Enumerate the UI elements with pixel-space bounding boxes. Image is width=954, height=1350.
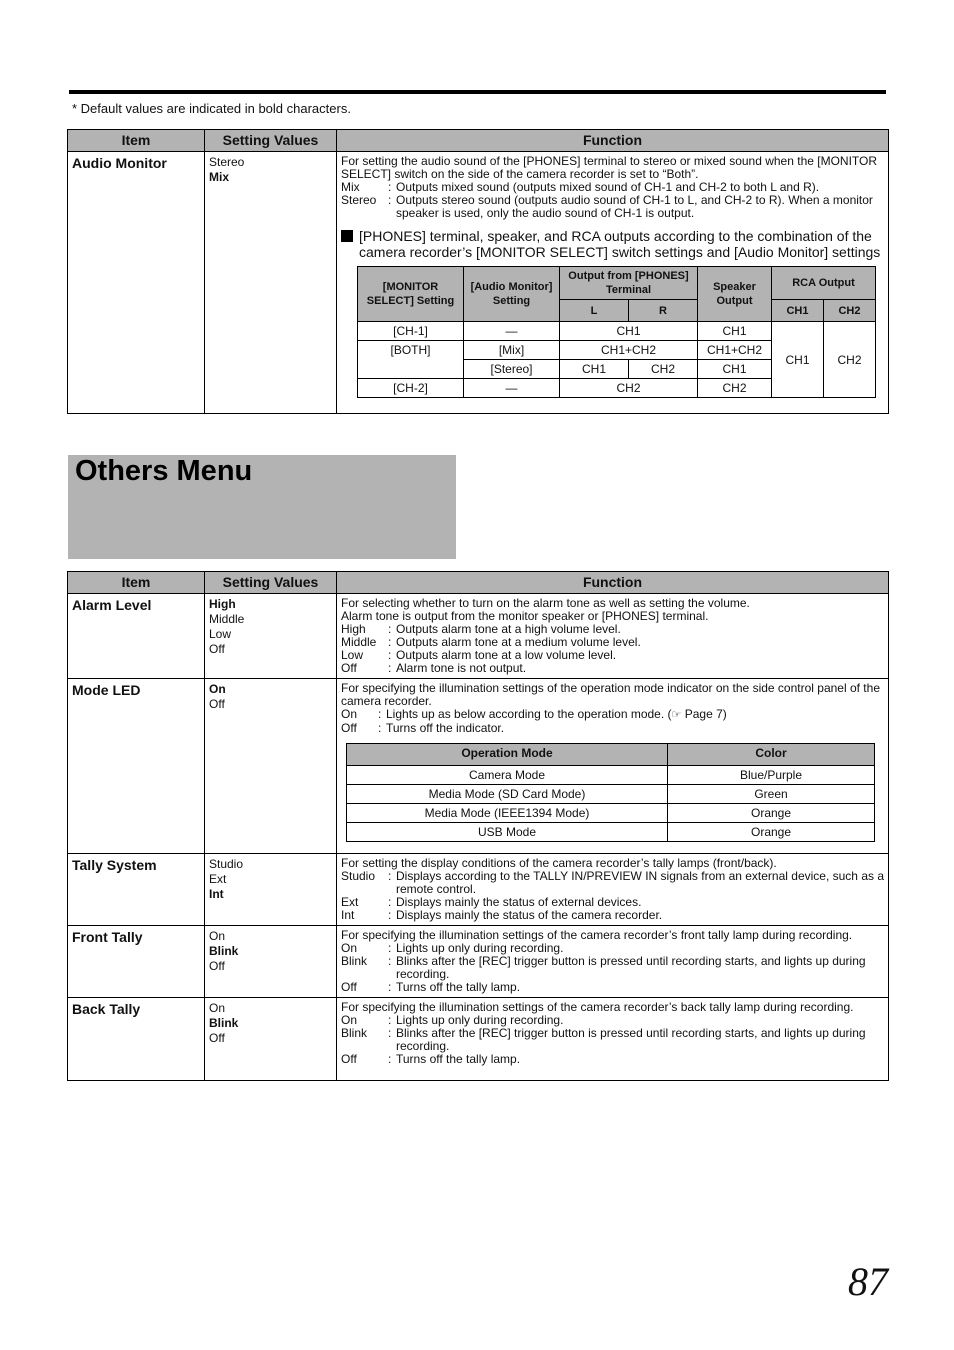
value-off: Off: [209, 642, 225, 656]
value-mix: Mix: [209, 170, 230, 184]
back-values: [205, 998, 337, 1081]
table-cell: Orange: [668, 823, 875, 842]
tally-key: Ext: [341, 895, 359, 909]
square-bullet-icon: [341, 230, 353, 242]
tally-values: [205, 854, 337, 926]
front-key: Blink: [341, 954, 368, 968]
tally-function: For setting the display conditions of the camera recorder’s tally lamps (front/back). Studio : Displays according to the TALLY IN/PREVIEW IN signals from an external device, such as a remote control. Ext : Displays mainly the status of external devices. Int : Displays mainly the status of the camera recorder.: [337, 854, 889, 926]
item-audio-monitor: Audio Monitor: [68, 152, 205, 414]
tally-desc: Displays mainly the status of the camera recorder.: [396, 908, 663, 922]
front-desc: Turns off the tally lamp.: [396, 980, 521, 994]
h-ch1: CH1: [772, 300, 824, 322]
audio-intro: For setting the audio sound of the [PHONES] terminal to stereo or mixed sound when the [MONITOR SELECT] switch on the side of the camera recorder is set to “Both”.: [341, 154, 878, 181]
led-function: For specifying the illumination settings of the operation mode indicator on the side control panel of the camera recorder. On : Lights up as below according to the operation mode. (☞ Page 7) Off : Turns off the indicator. Operation Mode Color Camera Mode Blue/Purple Media Mode (SD Card Mode) Green Media Mode (IEEE1394 Mode) Orange USB Mode Orange: [337, 679, 889, 854]
header-function: Function: [337, 572, 889, 594]
h-r: R: [629, 300, 698, 322]
h-monitor-select: [MONITOR SELECT] Setting: [358, 267, 464, 322]
item-front-tally: Front Tally: [68, 926, 205, 998]
front-key: On: [341, 941, 358, 955]
table-cell: —: [464, 322, 560, 341]
table-cell: USB Mode: [347, 823, 668, 842]
header-function: Function: [337, 130, 889, 152]
page-number: 87: [848, 1259, 888, 1304]
back-key: Off: [341, 1052, 357, 1066]
tally-desc: Displays mainly the status of external devices.: [396, 895, 642, 909]
mix-desc: Outputs mixed sound (outputs mixed sound of CH-1 and CH-2 to both L and R).: [396, 180, 820, 194]
table-cell: [CH-2]: [358, 379, 464, 398]
page-reference-icon: ☞: [671, 709, 682, 721]
alarm-key: Middle: [341, 635, 377, 649]
back-desc: Turns off the tally lamp.: [396, 1052, 521, 1066]
header-setting: Setting Values: [205, 130, 337, 152]
default-note: * Default values are indicated in bold characters.: [72, 101, 351, 116]
led-values: [205, 679, 337, 854]
table-cell: CH1: [560, 322, 698, 341]
table-cell: CH2: [560, 379, 698, 398]
front-desc: Blinks after the [REC] trigger button is pressed until recording starts, and lights up during recording.: [396, 954, 866, 981]
table-cell: —: [464, 379, 560, 398]
top-rule: [69, 90, 886, 94]
front-values: [205, 926, 337, 998]
alarm-desc: Outputs alarm tone at a high volume level.: [396, 622, 621, 636]
outputs-heading: [PHONES] terminal, speaker, and RCA outputs according to the combination of the camera recorder’s [MONITOR SELECT] switch settings and [Audio Monitor] settings: [359, 228, 881, 260]
value-low: Low: [209, 627, 232, 641]
back-key: On: [341, 1013, 358, 1027]
item-back-tally: Back Tally: [68, 998, 205, 1081]
back-key: Blink: [341, 1026, 368, 1040]
value-on: On: [209, 682, 226, 696]
stereo-desc: Outputs stereo sound (outputs audio sound of CH-1 to L, and CH-2 to R). When a monitor speaker is used, only the audio sound of CH-1 is output.: [396, 193, 873, 220]
h-phones-output: Output from [PHONES] Terminal: [560, 267, 698, 300]
front-intro: For specifying the illumination settings of the camera recorder’s front tally lamp during recording.: [341, 928, 853, 942]
table-cell: CH1: [698, 322, 772, 341]
table-cell: CH1+CH2: [560, 341, 698, 360]
value-middle: Middle: [209, 612, 245, 626]
alarm-intro: For selecting whether to turn on the alarm tone as well as setting the volume.: [341, 596, 750, 610]
table-cell: [CH-1]: [358, 322, 464, 341]
table-cell: [BOTH]: [358, 341, 464, 379]
value-int: Int: [209, 887, 224, 901]
output-combination-table: [357, 266, 876, 398]
audio-function: For setting the audio sound of the [PHONES] terminal to stereo or mixed sound when the [MONITOR SELECT] switch on the side of the camera recorder is set to “Both”. Mix : Outputs mixed sound (outputs mixed sound of CH-1 and CH-2 to both L and R). Stereo : Outputs stereo sound (outputs audio sound of CH-1 to L, and CH-2 to R). When a monitor speaker is used, only the audio sound of CH-1 is output. [PHONES] terminal, speaker, and RCA outputs according to the combination of the camera recorder’s [MONITOR SELECT] switch settings and [Audio Monitor] settings [MONITOR SELECT] Setting [Audio Monitor] Setting Output from [PHONES] Terminal Speaker Output RCA Output L R CH1 CH2 [CH-1] — CH1 CH1 CH1 CH2 [BOTH] [Mix] CH1+CH2 CH1+CH2 [Stereo] CH1 CH2 CH1 [CH-2] — CH2 CH2: [337, 152, 889, 414]
back-desc: Blinks after the [REC] trigger button is pressed until recording starts, and lights up during recording.: [396, 1026, 866, 1053]
item-alarm-level: Alarm Level: [68, 594, 205, 679]
table-cell: CH2: [824, 322, 876, 398]
table-cell: CH2: [698, 379, 772, 398]
table-cell: CH1: [772, 322, 824, 398]
value-on: On: [209, 1001, 226, 1015]
item-tally-system: Tally System: [68, 854, 205, 926]
value-blink: Blink: [209, 1016, 239, 1030]
mix-key: Mix: [341, 180, 360, 194]
value-off: Off: [209, 1031, 225, 1045]
table-cell: CH1+CH2: [698, 341, 772, 360]
tally-desc: Displays according to the TALLY IN/PREVIEW IN signals from an external device, such as a remote control.: [396, 869, 884, 896]
table-cell: CH1: [560, 360, 629, 379]
alarm-desc: Outputs alarm tone at a medium volume level.: [396, 635, 641, 649]
alarm-intro-2: Alarm tone is output from the monitor speaker or [PHONES] terminal.: [341, 609, 709, 623]
table-cell: [Stereo]: [464, 360, 560, 379]
value-ext: Ext: [209, 872, 227, 886]
h-speaker-output: Speaker Output: [698, 267, 772, 322]
front-key: Off: [341, 980, 357, 994]
back-desc: Lights up only during recording.: [396, 1013, 564, 1027]
tally-key: Studio: [341, 869, 376, 883]
tally-key: Int: [341, 908, 355, 922]
value-studio: Studio: [209, 857, 244, 871]
section-title: Others Menu: [75, 455, 253, 487]
led-intro: For specifying the illumination settings of the operation mode indicator on the side control panel of the camera recorder.: [341, 681, 880, 708]
others-menu-table: [67, 571, 889, 1081]
alarm-values: [205, 594, 337, 679]
alarm-key: Off: [341, 661, 357, 675]
header-item: Item: [68, 130, 205, 152]
table-cell: [Mix]: [464, 341, 560, 360]
table-cell: Media Mode (SD Card Mode): [347, 785, 668, 804]
table-cell: Blue/Purple: [668, 766, 875, 785]
front-desc: Lights up only during recording.: [396, 941, 564, 955]
h-color: Color: [668, 744, 875, 766]
section-banner: [68, 455, 456, 559]
led-off-desc: Turns off the indicator.: [386, 721, 505, 735]
h-operation-mode: Operation Mode: [347, 744, 668, 766]
value-stereo: Stereo: [209, 155, 245, 169]
alarm-desc: Alarm tone is not output.: [396, 661, 527, 675]
page-reference: Page 7): [684, 707, 727, 721]
header-item: Item: [68, 572, 205, 594]
table-cell: Green: [668, 785, 875, 804]
back-function: For specifying the illumination settings of the camera recorder’s back tally lamp during recording. On : Lights up only during recording. Blink : Blinks after the [REC] trigger button is pressed until recording starts, and lights up during recording. Off : Turns off the tally lamp.: [337, 998, 889, 1081]
table-cell: Camera Mode: [347, 766, 668, 785]
h-audio-monitor: [Audio Monitor] Setting: [464, 267, 560, 322]
audio-settings-table: [67, 129, 889, 414]
item-mode-led: Mode LED: [68, 679, 205, 854]
alarm-desc: Outputs alarm tone at a low volume level.: [396, 648, 617, 662]
alarm-function: For selecting whether to turn on the alarm tone as well as setting the volume. Alarm tone is output from the monitor speaker or [PHONES] terminal. High : Outputs alarm tone at a high volume level. Middle : Outputs alarm tone at a medium volume level. Low : Outputs alarm tone at a low volume level. Off : Alarm tone is not output.: [337, 594, 889, 679]
audio-values: [205, 152, 337, 414]
table-cell: Orange: [668, 804, 875, 823]
value-blink: Blink: [209, 944, 239, 958]
tally-intro: For setting the display conditions of the camera recorder’s tally lamps (front/back).: [341, 856, 777, 870]
led-key: On: [341, 707, 358, 721]
value-off: Off: [209, 959, 225, 973]
h-rca-output: RCA Output: [772, 267, 876, 300]
table-cell: CH1: [698, 360, 772, 379]
table-cell: CH2: [629, 360, 698, 379]
stereo-key: Stereo: [341, 193, 377, 207]
value-off: Off: [209, 697, 225, 711]
led-key: Off: [341, 721, 357, 735]
header-setting: Setting Values: [205, 572, 337, 594]
mode-color-table: [346, 743, 875, 842]
alarm-key: Low: [341, 648, 364, 662]
front-function: For specifying the illumination settings of the camera recorder’s front tally lamp during recording. On : Lights up only during recording. Blink : Blinks after the [REC] trigger button is pressed until recording starts, and lights up during recording. Off : Turns off the tally lamp.: [337, 926, 889, 998]
alarm-key: High: [341, 622, 366, 636]
led-on-desc: Lights up as below according to the operation mode. (: [386, 707, 672, 721]
h-l: L: [560, 300, 629, 322]
value-high: High: [209, 597, 236, 611]
table-cell: Media Mode (IEEE1394 Mode): [347, 804, 668, 823]
back-intro: For specifying the illumination settings of the camera recorder’s back tally lamp during recording.: [341, 1000, 854, 1014]
h-ch2: CH2: [824, 300, 876, 322]
value-on: On: [209, 929, 226, 943]
